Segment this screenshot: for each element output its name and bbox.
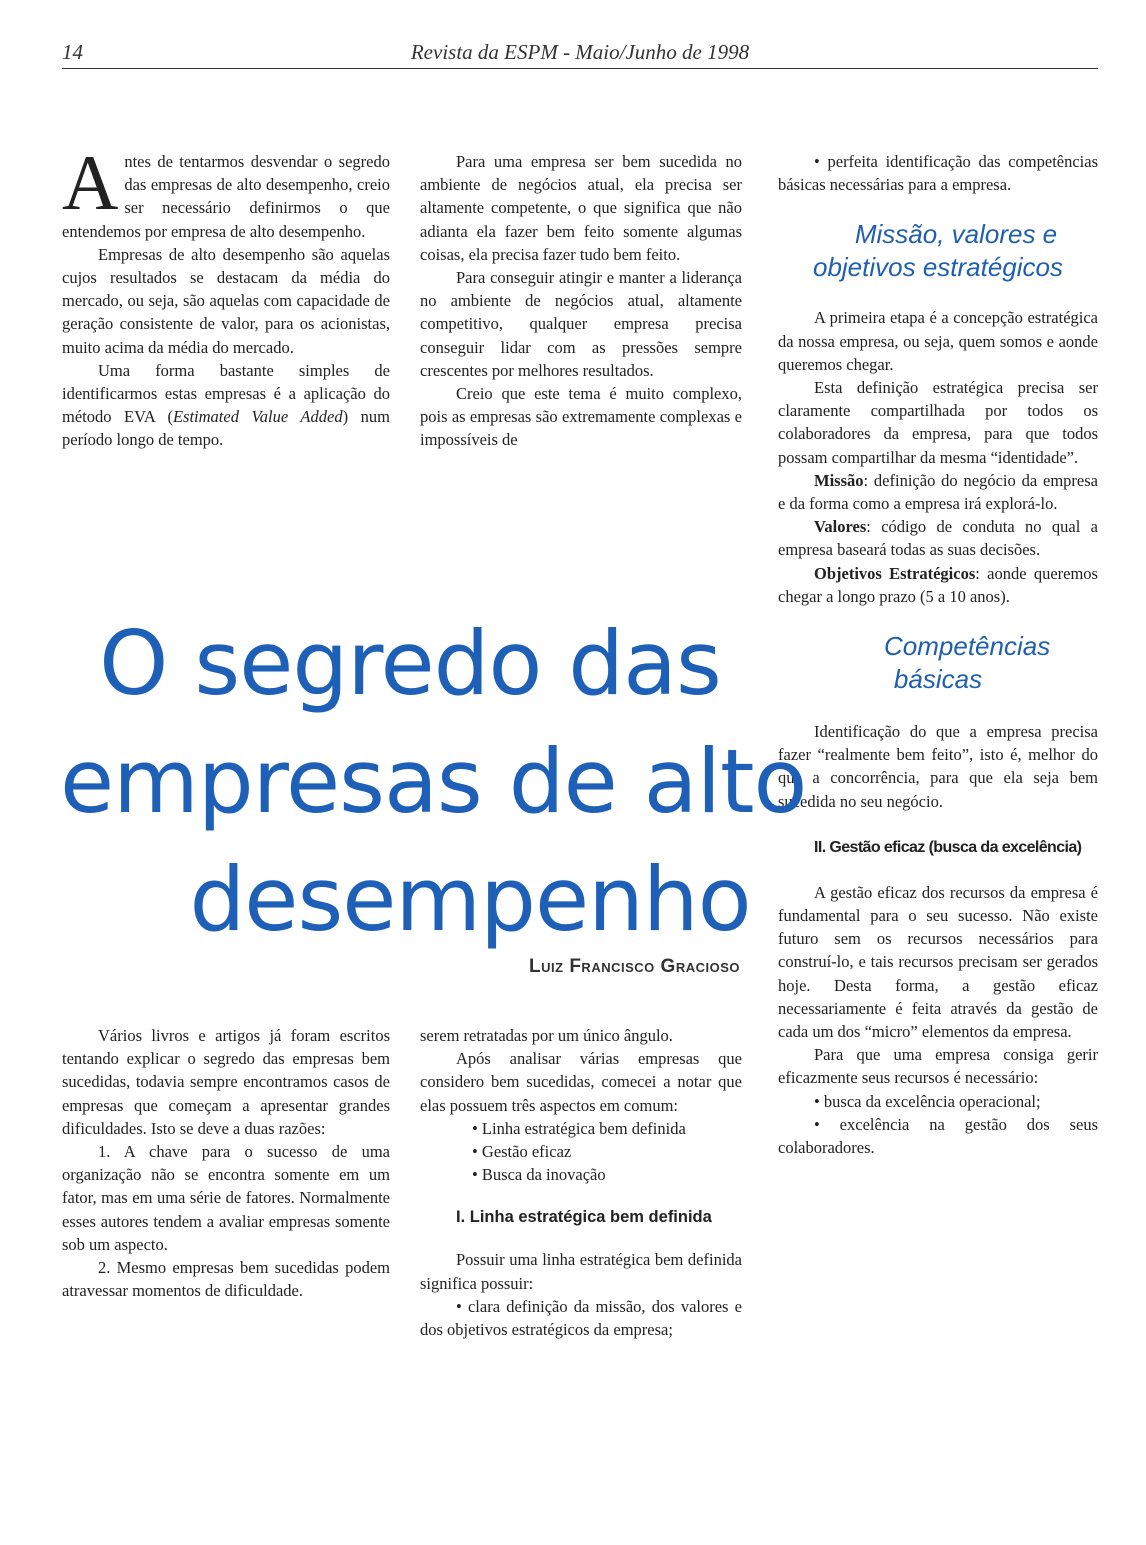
- eva-term: Estimated Value Added: [172, 407, 343, 427]
- paragraph: serem retratadas por um único ângulo.: [420, 1026, 673, 1045]
- title-line-3: desempenho: [189, 848, 751, 951]
- author-byline: Luiz Francisco Gracioso: [529, 956, 740, 977]
- title-line-2: empresas de alto: [60, 730, 807, 833]
- subheading-gestao: II. Gestão eficaz (busca da excelência): [814, 838, 1082, 856]
- column-3: [778, 150, 1098, 1159]
- column-1-top: [62, 139, 390, 452]
- section-heading-mission: Missão, valores e objetivos estratégicos: [812, 219, 1064, 283]
- paragraph-eva: [62, 359, 390, 452]
- paragraph: Esta definição estratégica precisa ser claramente compartilhada por todos os colaboradores da empresa, para que todos possam compartilhar da mesma “identidade”.: [778, 378, 1098, 467]
- bullet-item: • busca da excelência operacional;: [814, 1091, 1041, 1111]
- bullet-item: • Linha estratégica bem definida: [472, 1118, 686, 1138]
- paragraph: Vários livros e artigos já foram escritos tentando explicar o segredo das empresas bem sucedidas, todavia sempre encontramos casos de empresas que começam a apresentar grandes dificuldades. Isto se deve a duas razões:: [62, 1026, 390, 1138]
- paragraph: Identificação do que a empresa precisa fazer “realmente bem feito”, isto é, melhor do que a concorrência, para que ela seja bem sucedida no seu negócio.: [778, 722, 1098, 811]
- column-2-top: [420, 150, 742, 452]
- bullet-item: • perfeita identificação das competências básicas necessárias para a empresa.: [778, 152, 1098, 195]
- paragraph: Empresas de alto desempenho são aquelas cujos resultados se destacam da média do mercado, ou seja, são aquelas com capacidade de geração consistente de valor, para os acionistas, muito acima da média do mercado.: [62, 244, 390, 357]
- paragraph: 2. Mesmo empresas bem sucedidas podem atravessar momentos de dificuldade.: [62, 1258, 390, 1301]
- title-line-1: O segredo das: [99, 612, 721, 715]
- definition-valores: [778, 515, 1098, 561]
- term-text: : definição do negócio da empresa e da forma como a empresa irá explorá-lo.: [778, 470, 1098, 514]
- journal-title: Revista da ESPM - Maio/Junho de 1998: [410, 40, 750, 64]
- paragraph: A gestão eficaz dos recursos da empresa é fundamental para o seu sucesso. Não existe futuro sem os recursos necessários para construí-lo, e tais recursos precisam ser gerados hoje. Desta forma, a gestão eficaz necessariamente é feita através da gestão de cada um dos “micro” elementos da empresa.: [778, 882, 1098, 1042]
- article-title: [60, 605, 807, 959]
- bullet-item: • Busca da inovação: [472, 1165, 606, 1185]
- column-1-bottom: [62, 1024, 390, 1302]
- column-2-bottom: [420, 1024, 742, 1341]
- subheading-linha: I. Linha estratégica bem definida: [456, 1208, 712, 1227]
- text-span: ) num período longo de tempo.: [62, 407, 390, 450]
- paragraph: Possuir uma linha estratégica bem definida significa possuir:: [420, 1250, 742, 1293]
- term-label: Missão: [814, 470, 864, 490]
- paragraph: Após analisar várias empresas que considero bem sucedidas, comecei a notar que elas possuem três aspectos em comum:: [420, 1049, 742, 1115]
- drop-cap: A: [62, 139, 119, 226]
- paragraph: A primeira etapa é a concepção estratégica da nossa empresa, ou seja, quem somos e aonde queremos chegar.: [778, 308, 1098, 374]
- bullet-item: • excelência na gestão dos seus colaboradores.: [778, 1114, 1098, 1158]
- bullet-item: • clara definição da missão, dos valores e dos objetivos estratégicos da empresa;: [420, 1296, 742, 1340]
- paragraph: Creio que este tema é muito complexo, pois as empresas são extremamente complexas e impossíveis de: [420, 384, 742, 450]
- term-label: Objetivos Estratégicos: [814, 563, 976, 583]
- term-text: : aonde queremos chegar a longo prazo (5 a 10 anos).: [778, 563, 1098, 606]
- paragraph: Para que uma empresa consiga gerir eficazmente seus recursos é necessário:: [778, 1045, 1098, 1088]
- definition-objetivos: [778, 562, 1098, 608]
- term-text: : código de conduta no qual a empresa baseará todas as suas decisões.: [778, 517, 1098, 560]
- page-header: [62, 40, 1098, 69]
- section-heading-competencias: Competências básicas: [884, 631, 1051, 695]
- paragraph: 1. A chave para o sucesso de uma organização não se encontra somente em um fator, mas em uma série de fatores. Normalmente esses autores tendem a avaliar empresas somente sob um aspecto.: [62, 1142, 390, 1254]
- text-span: Uma forma bastante simples de identificarmos estas empresas é a aplicação do método EVA (: [62, 360, 390, 427]
- bullet-item: • Gestão eficaz: [472, 1142, 572, 1162]
- paragraph: Para conseguir atingir e manter a liderança no ambiente de negócios atual, altamente competitivo, qualquer empresa precisa conseguir lidar com as pressões sempre crescentes por melhores resultados.: [420, 268, 742, 380]
- term-label: Valores: [814, 517, 867, 537]
- intro-text: ntes de tentarmos desvendar o segredo das empresas de alto desempenho, creio ser necessário definirmos o que entendemos por empresa de alto desempenho.: [62, 152, 390, 241]
- page-number: 14: [62, 40, 83, 64]
- paragraph: Para uma empresa ser bem sucedida no ambiente de negócios atual, ela precisa ser altamente competente, o que significa que não adianta ela fazer bem feito somente algumas coisas, ela precisa fazer tudo bem feito.: [420, 152, 742, 264]
- intro-paragraph: [62, 139, 390, 243]
- definition-missao: [778, 469, 1098, 515]
